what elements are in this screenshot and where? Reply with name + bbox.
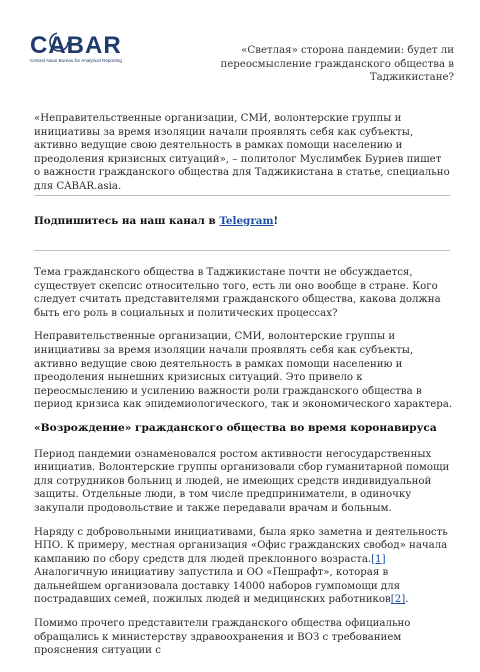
paragraph-4	[34, 526, 454, 608]
article-header-title: «Светлая» сторона пандемии: будет ли переосмысление гражданского общества в Таджикистане?	[220, 45, 454, 83]
cabar-logo[interactable]	[30, 34, 122, 64]
logo-tagline: Central Asian Bureau for Analytical Reporting	[30, 58, 122, 63]
article-lead: «Неправительственные организации, СМИ, волонтерские группы и инициативы за время изоляции начали проявлять себя как субъекты, активно ведущие свою деятельность в рамках помощи населению и преодоления кризисных ситуаций», – политолог Муслимбек Буриев пишет о важности гражданского общества для Таджикистана в статье, специально для CABAR.asia.	[34, 113, 450, 192]
paragraph-2: Неправительственные организации, СМИ, волонтерские группы и инициативы за время изоляции начали проявлять себя как субъекты, активно ведущие свою деятельность в рамках помощи населению и преодоления нынешних кризисных ситуаций. Это привело к переосмыслению и усилению важности роли гражданского общества в период кризиса как эпидемиологического, так и экономического характера.	[34, 331, 453, 411]
telegram-link[interactable]: Telegram	[219, 215, 274, 227]
paragraph-5: Помимо прочего представители гражданского общества официально обращались к министерству здравоохранения и ВОЗ с требованием прояснения ситуации с	[34, 618, 411, 657]
divider-top	[34, 195, 450, 196]
paragraph-1: Тема гражданского общества в Таджикистане почти не обсуждается, существует скепсис относительно того, есть ли оно вообще в стране. Кого следует считать представителями гражданского общества, какова должна быть его роль в социальных и политических процессах?	[34, 267, 441, 319]
article-body	[34, 266, 454, 668]
paragraph-4-part-b: Аналогичную инициативу запустила и ОО «Пешрафт», которая в дальнейшем организовала доставку 14000 наборов гумпомощи для пострадавших семей, пожилых людей и медицинских работников	[34, 567, 401, 606]
subscribe-suffix: !	[273, 215, 279, 227]
paragraph-4-part-c: .	[405, 594, 409, 606]
subscribe-line	[34, 215, 450, 227]
divider-bottom	[34, 250, 450, 251]
subscribe-prefix: Подпишитесь на наш канал в	[34, 215, 220, 227]
paragraph-4-part-a: Наряду с добровольными инициативами, была ярко заметна и деятельность НПО. К примеру, местная организация «Офис гражданских свобод» начала кампанию по сбору средств для людей преклонного возраста.	[34, 526, 448, 565]
footnote-link-1[interactable]: [1]	[371, 553, 386, 565]
footnote-link-2[interactable]: [2]	[390, 594, 406, 606]
paragraph-3: Период пандемии ознаменовался ростом активности негосударственных инициатив. Волонтерские группы организовали сбор гуманитарной помощи для сотрудников больниц и людей, не имеющих средств индивидуальной защиты. Отдельные люди, в том числе предприниматели, в одиночку закупали продовольствие и также передавали врачам и больным.	[34, 448, 450, 514]
logo-wordmark: CABAR	[30, 32, 122, 59]
section-heading: «Возрождение» гражданского общества во время коронавируса	[34, 421, 437, 434]
